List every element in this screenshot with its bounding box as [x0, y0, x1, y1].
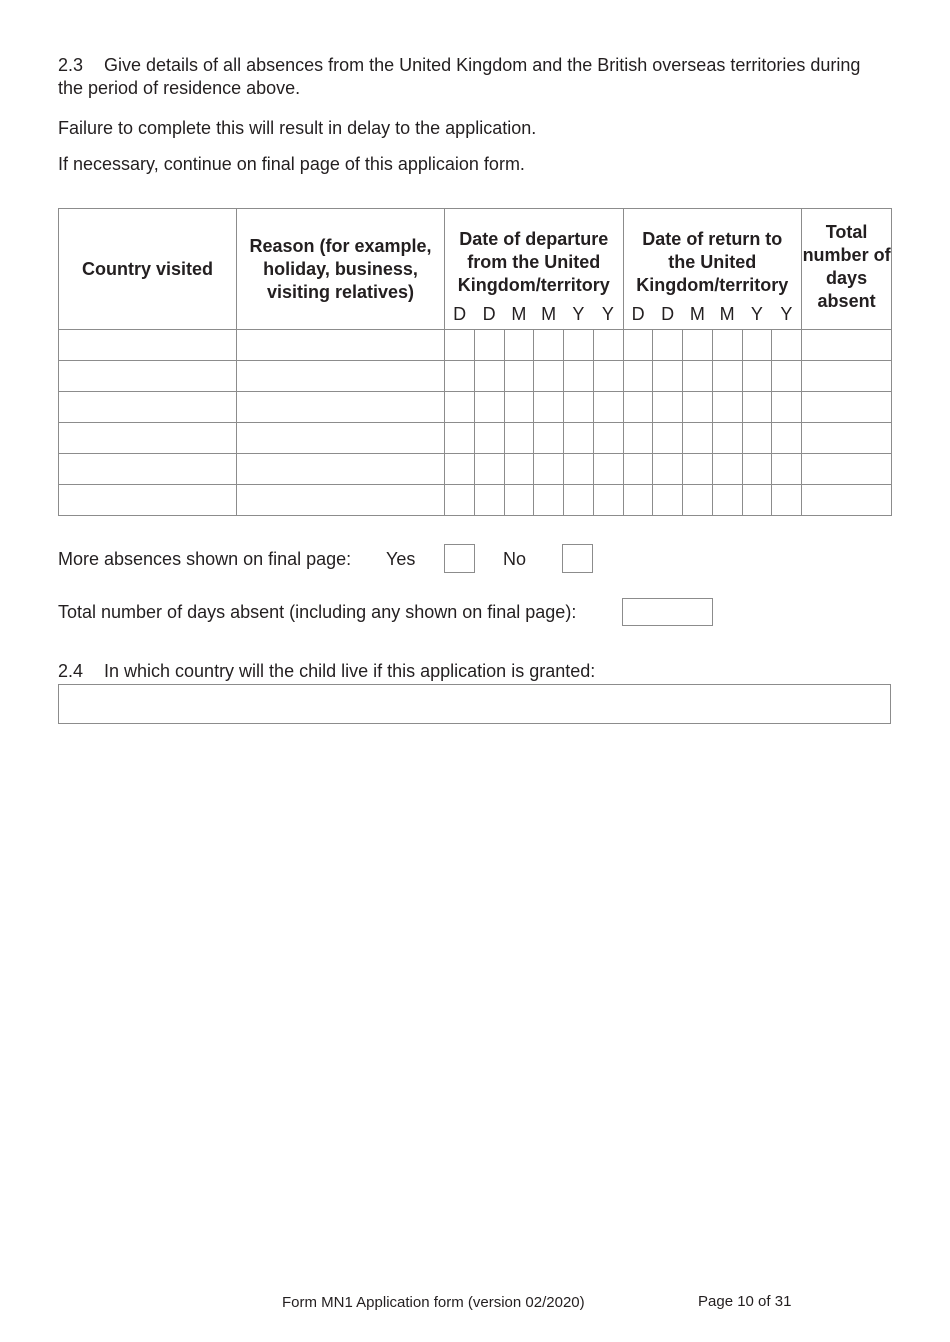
departure-date-cell[interactable]	[445, 392, 475, 423]
return-date-cell[interactable]	[683, 423, 713, 454]
departure-date-letter: Y	[564, 299, 594, 330]
return-date-cell[interactable]	[712, 361, 742, 392]
return-date-cell[interactable]	[623, 423, 653, 454]
form-version: Form MN1 Application form (version 02/2020)	[282, 1294, 585, 1311]
return-date-cell[interactable]	[712, 485, 742, 516]
no-label: No	[503, 549, 527, 569]
return-date-cell[interactable]	[623, 454, 653, 485]
reason-cell[interactable]	[237, 361, 445, 392]
return-date-cell[interactable]	[712, 454, 742, 485]
return-date-cell[interactable]	[623, 330, 653, 361]
return-date-cell[interactable]	[742, 361, 772, 392]
return-date-cell[interactable]	[653, 361, 683, 392]
return-date-cell[interactable]	[772, 361, 802, 392]
departure-date-cell[interactable]	[474, 454, 504, 485]
return-date-cell[interactable]	[653, 454, 683, 485]
departure-date-cell[interactable]	[504, 392, 534, 423]
total-days-cell[interactable]	[802, 392, 892, 423]
country-cell[interactable]	[59, 454, 237, 485]
section-number: 2.4	[58, 661, 84, 681]
return-date-cell[interactable]	[742, 392, 772, 423]
header-reason: Reason (for example, holiday, business, visiting relatives)	[237, 209, 445, 330]
return-date-cell[interactable]	[623, 485, 653, 516]
departure-date-cell[interactable]	[534, 361, 564, 392]
table-row	[59, 392, 892, 423]
departure-date-cell[interactable]	[445, 485, 475, 516]
return-date-cell[interactable]	[772, 485, 802, 516]
departure-date-cell[interactable]	[593, 454, 623, 485]
departure-date-letter: D	[474, 299, 504, 330]
country-cell[interactable]	[59, 392, 237, 423]
departure-date-cell[interactable]	[474, 361, 504, 392]
return-date-cell[interactable]	[742, 423, 772, 454]
section-text: Give details of all absences from the United Kingdom and the British overseas territories during the period of residence above.	[58, 55, 861, 98]
reason-cell[interactable]	[237, 423, 445, 454]
return-date-cell[interactable]	[653, 330, 683, 361]
reason-cell[interactable]	[237, 454, 445, 485]
country-cell[interactable]	[59, 423, 237, 454]
return-date-cell[interactable]	[712, 392, 742, 423]
return-date-cell[interactable]	[683, 361, 713, 392]
departure-date-cell[interactable]	[534, 423, 564, 454]
departure-date-cell[interactable]	[564, 330, 594, 361]
header-total-days: Total number of days absent	[802, 209, 892, 330]
page-number: Page 10 of 31	[698, 1293, 792, 1310]
table-row	[59, 361, 892, 392]
departure-date-cell[interactable]	[593, 330, 623, 361]
return-date-cell[interactable]	[653, 485, 683, 516]
header-country: Country visited	[59, 209, 237, 330]
return-date-cell[interactable]	[712, 330, 742, 361]
yes-label: Yes	[386, 549, 416, 569]
return-date-cell[interactable]	[742, 485, 772, 516]
departure-date-cell[interactable]	[564, 485, 594, 516]
warning-text: Failure to complete this will result in delay to the application.	[58, 118, 537, 138]
total-days-input[interactable]	[622, 598, 713, 626]
return-date-cell[interactable]	[712, 423, 742, 454]
departure-date-cell[interactable]	[504, 454, 534, 485]
departure-date-cell[interactable]	[445, 330, 475, 361]
section-2-3-instructions	[58, 54, 878, 100]
absences-body	[59, 330, 892, 516]
departure-date-cell[interactable]	[534, 330, 564, 361]
departure-date-cell[interactable]	[445, 361, 475, 392]
departure-date-cell[interactable]	[534, 392, 564, 423]
country-cell[interactable]	[59, 330, 237, 361]
return-date-cell[interactable]	[683, 392, 713, 423]
return-date-cell[interactable]	[653, 392, 683, 423]
total-days-cell[interactable]	[802, 423, 892, 454]
total-days-cell[interactable]	[802, 454, 892, 485]
departure-date-cell[interactable]	[534, 454, 564, 485]
departure-date-cell[interactable]	[474, 485, 504, 516]
departure-date-cell[interactable]	[593, 423, 623, 454]
departure-date-letter: Y	[593, 299, 623, 330]
departure-date-cell[interactable]	[564, 454, 594, 485]
return-date-letter: M	[683, 299, 713, 330]
return-date-letter: M	[712, 299, 742, 330]
reason-cell[interactable]	[237, 392, 445, 423]
return-date-cell[interactable]	[683, 485, 713, 516]
departure-date-cell[interactable]	[474, 330, 504, 361]
total-days-cell[interactable]	[802, 330, 892, 361]
return-date-cell[interactable]	[772, 330, 802, 361]
reason-cell[interactable]	[237, 330, 445, 361]
reason-cell[interactable]	[237, 485, 445, 516]
departure-date-cell[interactable]	[504, 361, 534, 392]
departure-date-cell[interactable]	[445, 454, 475, 485]
departure-date-cell[interactable]	[534, 485, 564, 516]
departure-date-letter: D	[445, 299, 475, 330]
return-date-cell[interactable]	[653, 423, 683, 454]
return-date-letter: Y	[742, 299, 772, 330]
departure-date-letter: M	[504, 299, 534, 330]
departure-date-cell[interactable]	[593, 485, 623, 516]
departure-date-cell[interactable]	[504, 485, 534, 516]
table-row	[59, 423, 892, 454]
country-cell[interactable]	[59, 361, 237, 392]
yes-checkbox[interactable]	[444, 544, 475, 573]
header-departure: Date of departure from the United Kingdom/territory	[445, 209, 624, 300]
table-row	[59, 485, 892, 516]
country-to-live-input[interactable]	[58, 684, 891, 724]
departure-date-cell[interactable]	[504, 330, 534, 361]
total-days-label: Total number of days absent (including any shown on final page):	[58, 602, 577, 622]
table-row	[59, 454, 892, 485]
return-date-cell[interactable]	[742, 330, 772, 361]
total-days-cell[interactable]	[802, 361, 892, 392]
return-date-cell[interactable]	[623, 392, 653, 423]
return-date-cell[interactable]	[623, 361, 653, 392]
departure-date-cell[interactable]	[445, 423, 475, 454]
departure-date-cell[interactable]	[504, 423, 534, 454]
return-date-cell[interactable]	[742, 454, 772, 485]
return-date-cell[interactable]	[772, 454, 802, 485]
return-date-letter: D	[623, 299, 653, 330]
section-2-4-question	[58, 660, 595, 683]
departure-date-letter: M	[534, 299, 564, 330]
return-date-letter: D	[653, 299, 683, 330]
departure-date-cell[interactable]	[564, 361, 594, 392]
country-cell[interactable]	[59, 485, 237, 516]
absences-table	[58, 208, 892, 516]
return-date-letter: Y	[772, 299, 802, 330]
return-date-cell[interactable]	[683, 330, 713, 361]
section-text: In which country will the child live if this application is granted:	[104, 661, 596, 681]
section-number: 2.3	[58, 55, 84, 75]
return-date-cell[interactable]	[683, 454, 713, 485]
return-date-cell[interactable]	[772, 392, 802, 423]
departure-date-cell[interactable]	[474, 423, 504, 454]
departure-date-cell[interactable]	[474, 392, 504, 423]
continue-note: If necessary, continue on final page of this applicaion form.	[58, 154, 525, 174]
more-absences-label: More absences shown on final page:	[58, 549, 352, 569]
departure-date-cell[interactable]	[564, 392, 594, 423]
total-days-cell[interactable]	[802, 485, 892, 516]
return-date-cell[interactable]	[772, 423, 802, 454]
departure-date-cell[interactable]	[593, 392, 623, 423]
table-row	[59, 330, 892, 361]
header-return: Date of return to the United Kingdom/territory	[623, 209, 802, 300]
departure-date-cell[interactable]	[564, 423, 594, 454]
departure-date-cell[interactable]	[593, 361, 623, 392]
no-checkbox[interactable]	[562, 544, 593, 573]
